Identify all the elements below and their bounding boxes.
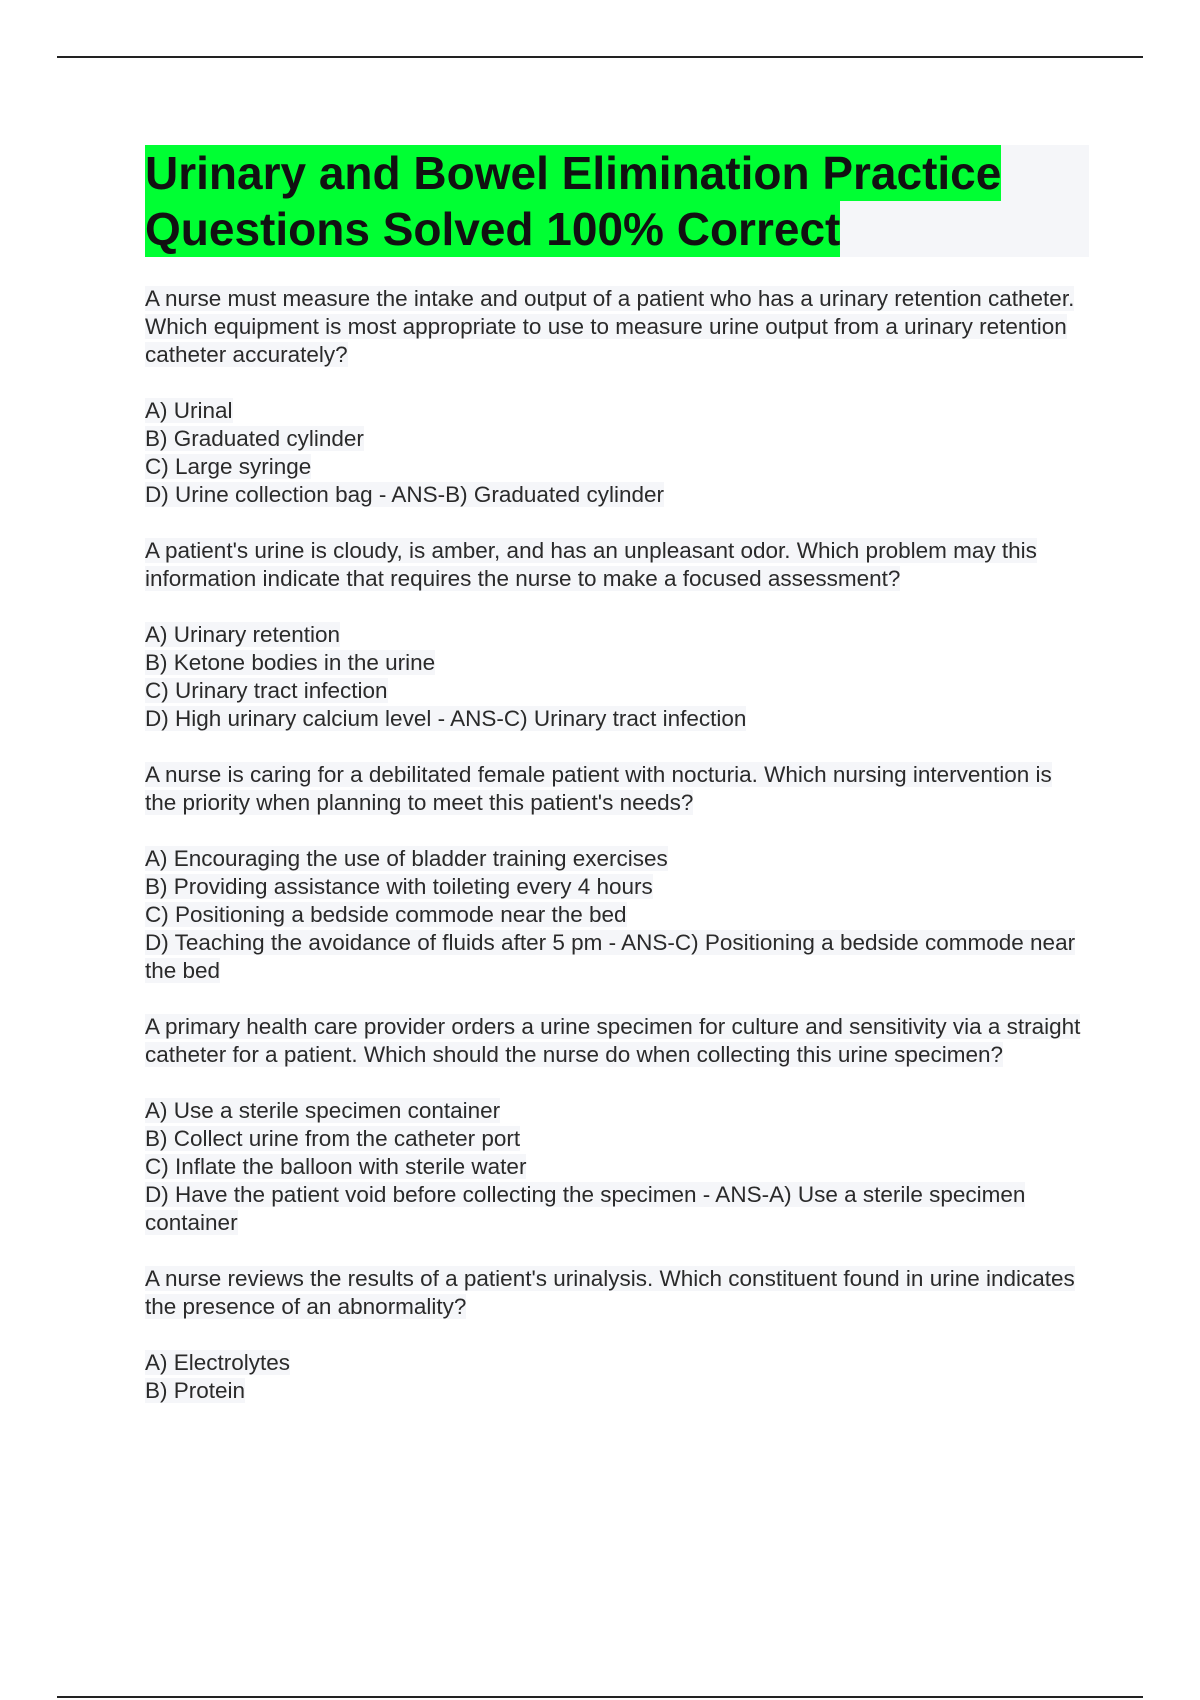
answer-option-text: C) Urinary tract infection	[145, 678, 388, 703]
answer-option-text: B) Protein	[145, 1378, 246, 1403]
answer-option-text: D) Teaching the avoidance of fluids after 5 pm - ANS-C) Positioning a bedside commode near the bed	[145, 930, 1076, 983]
answer-option-text: A) Urinary retention	[145, 622, 341, 647]
question-stem-text: A nurse must measure the intake and output of a patient who has a urinary retention catheter. Which equipment is most appropriate to use to measure urine output from a urinary retention catheter accurately?	[145, 286, 1075, 367]
answer-option	[145, 1349, 1089, 1377]
question-stem	[145, 537, 1089, 593]
answer-options	[145, 1097, 1089, 1237]
answer-option	[145, 425, 1089, 453]
footer-rule	[57, 1696, 1143, 1698]
answer-option-text: C) Positioning a bedside commode near the bed	[145, 902, 627, 927]
question-block	[145, 1013, 1089, 1237]
answer-option-text: B) Graduated cylinder	[145, 426, 364, 451]
answer-option-text: A) Electrolytes	[145, 1350, 291, 1375]
question-stem	[145, 1013, 1089, 1069]
answer-option-text: C) Large syringe	[145, 454, 312, 479]
answer-option	[145, 1181, 1089, 1237]
answer-option-text: A) Encouraging the use of bladder training exercises	[145, 846, 668, 871]
answer-option	[145, 1153, 1089, 1181]
answer-options	[145, 621, 1089, 733]
document-body	[145, 145, 1089, 1433]
question-stem	[145, 285, 1089, 369]
answer-option-text: C) Inflate the balloon with sterile water	[145, 1154, 527, 1179]
answer-option-text: B) Providing assistance with toileting every 4 hours	[145, 874, 653, 899]
answer-option	[145, 1097, 1089, 1125]
answer-option	[145, 929, 1089, 985]
question-block	[145, 537, 1089, 733]
question-block	[145, 1265, 1089, 1405]
answer-option	[145, 705, 1089, 733]
answer-option	[145, 1125, 1089, 1153]
answer-option-text: D) Have the patient void before collecting the specimen - ANS-A) Use a sterile specimen container	[145, 1182, 1026, 1235]
answer-option-text: B) Ketone bodies in the urine	[145, 650, 436, 675]
question-stem-text: A nurse is caring for a debilitated female patient with nocturia. Which nursing intervention is the priority when planning to meet this patient's needs?	[145, 762, 1052, 815]
question-stem	[145, 761, 1089, 817]
answer-option	[145, 397, 1089, 425]
answer-option-text: A) Urinal	[145, 398, 233, 423]
answer-option	[145, 649, 1089, 677]
answer-options	[145, 397, 1089, 509]
answer-option	[145, 873, 1089, 901]
question-list	[145, 285, 1089, 1405]
question-stem-text: A patient's urine is cloudy, is amber, and has an unpleasant odor. Which problem may this information indicate that requires the nurse to make a focused assessment?	[145, 538, 1037, 591]
answer-option-text: D) Urine collection bag - ANS-B) Graduated cylinder	[145, 482, 664, 507]
question-block	[145, 285, 1089, 509]
header-rule	[57, 56, 1143, 58]
question-stem-text: A primary health care provider orders a urine specimen for culture and sensitivity via a straight catheter for a patient. Which should the nurse do when collecting this urine specimen?	[145, 1014, 1081, 1067]
answer-options	[145, 1349, 1089, 1405]
answer-option	[145, 1377, 1089, 1405]
answer-option-text: A) Use a sterile specimen container	[145, 1098, 501, 1123]
question-stem	[145, 1265, 1089, 1321]
answer-option	[145, 481, 1089, 509]
title-line-2: Questions Solved 100% Correct	[145, 203, 841, 255]
question-block	[145, 761, 1089, 985]
answer-option	[145, 677, 1089, 705]
answer-option	[145, 621, 1089, 649]
answer-option	[145, 901, 1089, 929]
answer-options	[145, 845, 1089, 985]
question-stem-text: A nurse reviews the results of a patient's urinalysis. Which constituent found in urine indicates the presence of an abnormality?	[145, 1266, 1075, 1319]
document-title	[145, 145, 1089, 257]
answer-option-text: B) Collect urine from the catheter port	[145, 1126, 521, 1151]
answer-option	[145, 845, 1089, 873]
answer-option	[145, 453, 1089, 481]
answer-option-text: D) High urinary calcium level - ANS-C) Urinary tract infection	[145, 706, 747, 731]
title-line-1: Urinary and Bowel Elimination Practice	[145, 147, 1002, 199]
